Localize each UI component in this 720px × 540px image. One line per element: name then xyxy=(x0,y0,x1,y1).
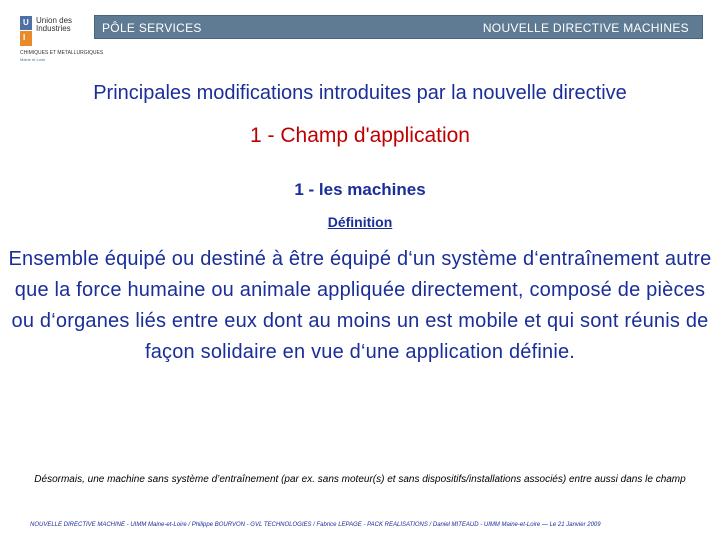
slide-title: Principales modifications introduites par la nouvelle directive xyxy=(93,82,627,104)
definition-label-wrap xyxy=(0,214,720,232)
logo-text: Union des Industries xyxy=(36,16,73,33)
subsection-heading: 1 - les machines xyxy=(294,180,426,199)
header-left-label: PÔLE SERVICES xyxy=(102,21,202,35)
footer-text: NOUVELLE DIRECTIVE MACHINE - UIMM Maine-et-Loire / Philippe BOURVON - GVL TECHNOLOGIES / Fabrice LEPAGE - PACK REALISATIONS / Daniel MITEAUD - UIMM Maine-et-Loire — Le 21 Janvier 2009 xyxy=(30,522,601,528)
definition-text: Ensemble équipé ou destiné à être équipé d‘un système d‘entraînement autre que la force humaine ou animale appliquée directement, composé de pièces ou d‘organes liés entre eux dont au moins un est mobile et qui sont réunis de façon solidaire en vue d‘une application définie. xyxy=(8,248,712,363)
note-text: Désormais, une machine sans système d’entraînement (par ex. sans moteur(s) et sans dispositifs/installations associés) entre aussi dans le champ xyxy=(34,474,686,485)
logo-mark-bottom: I xyxy=(23,33,26,42)
logo-subtitle: CHIMIQUES ET METALLURGIQUES xyxy=(20,50,104,56)
header-right-label: NOUVELLE DIRECTIVE MACHINES xyxy=(482,21,689,35)
logo xyxy=(10,14,104,64)
logo-mark-top: U xyxy=(23,18,29,27)
header-bar xyxy=(94,15,703,39)
definition-label: Définition xyxy=(327,214,393,230)
logo-subtitle-2: Maine et Loire xyxy=(20,57,46,62)
logo-mark-icon xyxy=(20,16,32,46)
section-heading: 1 - Champ d'application xyxy=(250,124,470,147)
